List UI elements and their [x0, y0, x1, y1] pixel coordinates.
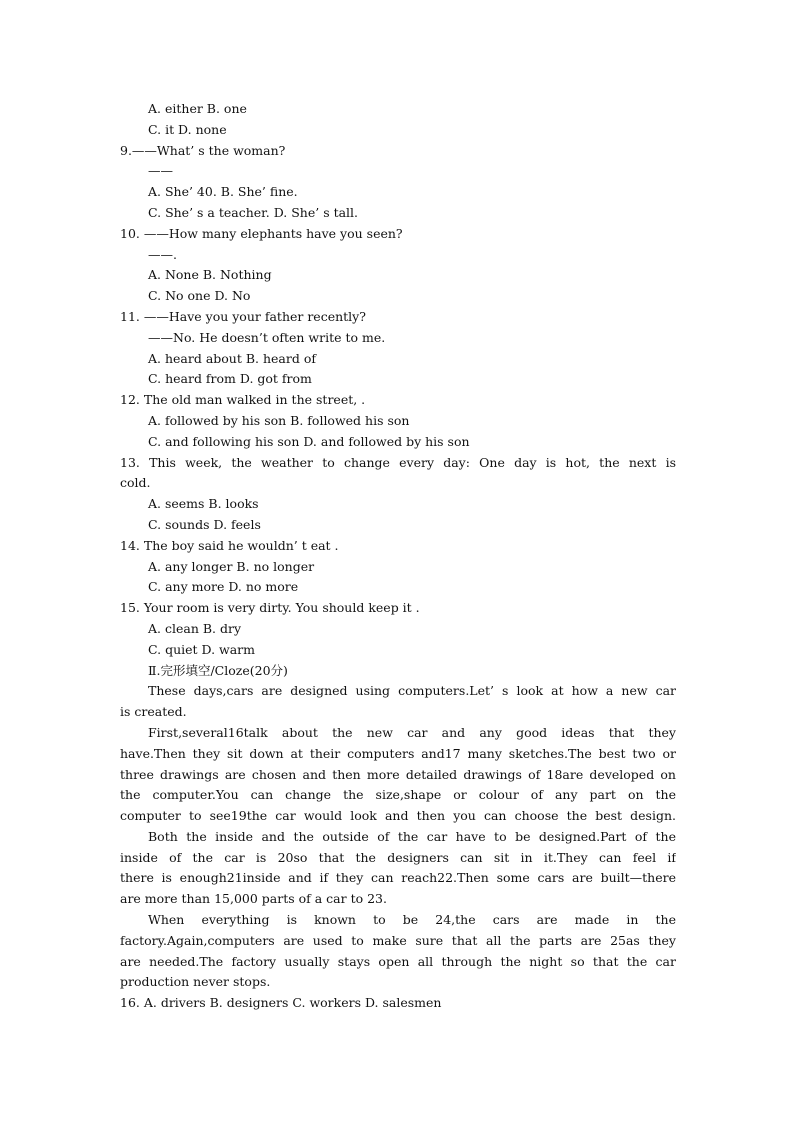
text-line: A. None B. Nothing [148, 267, 272, 283]
text-line: A. either B. one [148, 101, 247, 116]
passage-line: are more than 15,000 parts of a car to 23. [120, 891, 387, 907]
question-11: 11. ——Have you your father recently? [120, 308, 366, 324]
passage-line: there is enough21inside and if they can reach22.Then some cars are built—there [120, 870, 676, 886]
passage-line: the computer.You can change the size,shape or colour of any part on the [120, 787, 676, 803]
text-line: C. it D. none [148, 121, 227, 137]
text-line: A. heard about B. heard of [148, 350, 316, 366]
text-line: C. and following his son D. and followed by his son [148, 433, 470, 449]
question-15: 15. Your room is very dirty. You should keep it . [120, 600, 420, 616]
text-line: —— [148, 163, 173, 179]
text-line: C. quiet D. warm [148, 641, 256, 657]
text-line: C. She’ s a teacher. D. She’ s tall. [148, 204, 359, 220]
question-9: 9.——What’ s the woman? [120, 142, 286, 158]
passage-line: is created. [120, 704, 187, 720]
text-line: A. clean B. dry [148, 620, 242, 636]
text-line: C. heard from D. got from [148, 371, 312, 387]
text-line: A. followed by his son B. followed his son [148, 412, 410, 428]
passage-line: production never stops. [120, 974, 271, 990]
question-14: 14. The boy said he wouldn’ t eat . [120, 537, 339, 553]
text-line: A. She’ 40. B. She’ fine. [148, 184, 298, 200]
text-line: cold. [120, 475, 151, 491]
passage-line: When everything is known to be 24,the cars are made in the [148, 912, 676, 928]
question-16: 16. A. drivers B. designers C. workers D. salesmen [120, 995, 442, 1011]
passage-line: factory.Again,computers are used to make sure that all the parts are 25as they [120, 932, 676, 948]
passage-line: are needed.The factory usually stays open all through the night so that the car [120, 953, 676, 969]
section-heading: Ⅱ.完形填空/Cloze(20分) [148, 662, 288, 678]
text-line: C. any more D. no more [148, 579, 299, 595]
passage-line: inside of the car is 20so that the designers can sit in it.They can feel if [120, 849, 676, 865]
text-line: ——. [148, 246, 177, 262]
question-10: 10. ——How many elephants have you seen? [120, 225, 403, 241]
passage-line: Both the inside and the outside of the car have to be designed.Part of the [148, 828, 676, 844]
passage-line: These days,cars are designed using computers.Let’ s look at how a new car [148, 683, 676, 699]
document-page [120, 99, 676, 1014]
text-line: A. seems B. looks [148, 496, 259, 512]
question-13: 13. This week, the weather to change every day: One day is hot, the next is [120, 454, 676, 470]
text-line: C. sounds D. feels [148, 516, 261, 532]
question-12: 12. The old man walked in the street, . [120, 392, 366, 408]
passage-line: computer to see19the car would look and then you can choose the best design. [120, 808, 676, 824]
passage-line: three drawings are chosen and then more detailed drawings of 18are developed on [120, 766, 676, 782]
text-line: A. any longer B. no longer [148, 558, 315, 574]
passage-line: have.Then they sit down at their computers and17 many sketches.The best two or [120, 745, 676, 761]
passage-line: First,several16talk about the new car and any good ideas that they [148, 724, 676, 740]
text-line: C. No one D. No [148, 288, 251, 304]
text-line: ——No. He doesn’t often write to me. [148, 329, 386, 345]
